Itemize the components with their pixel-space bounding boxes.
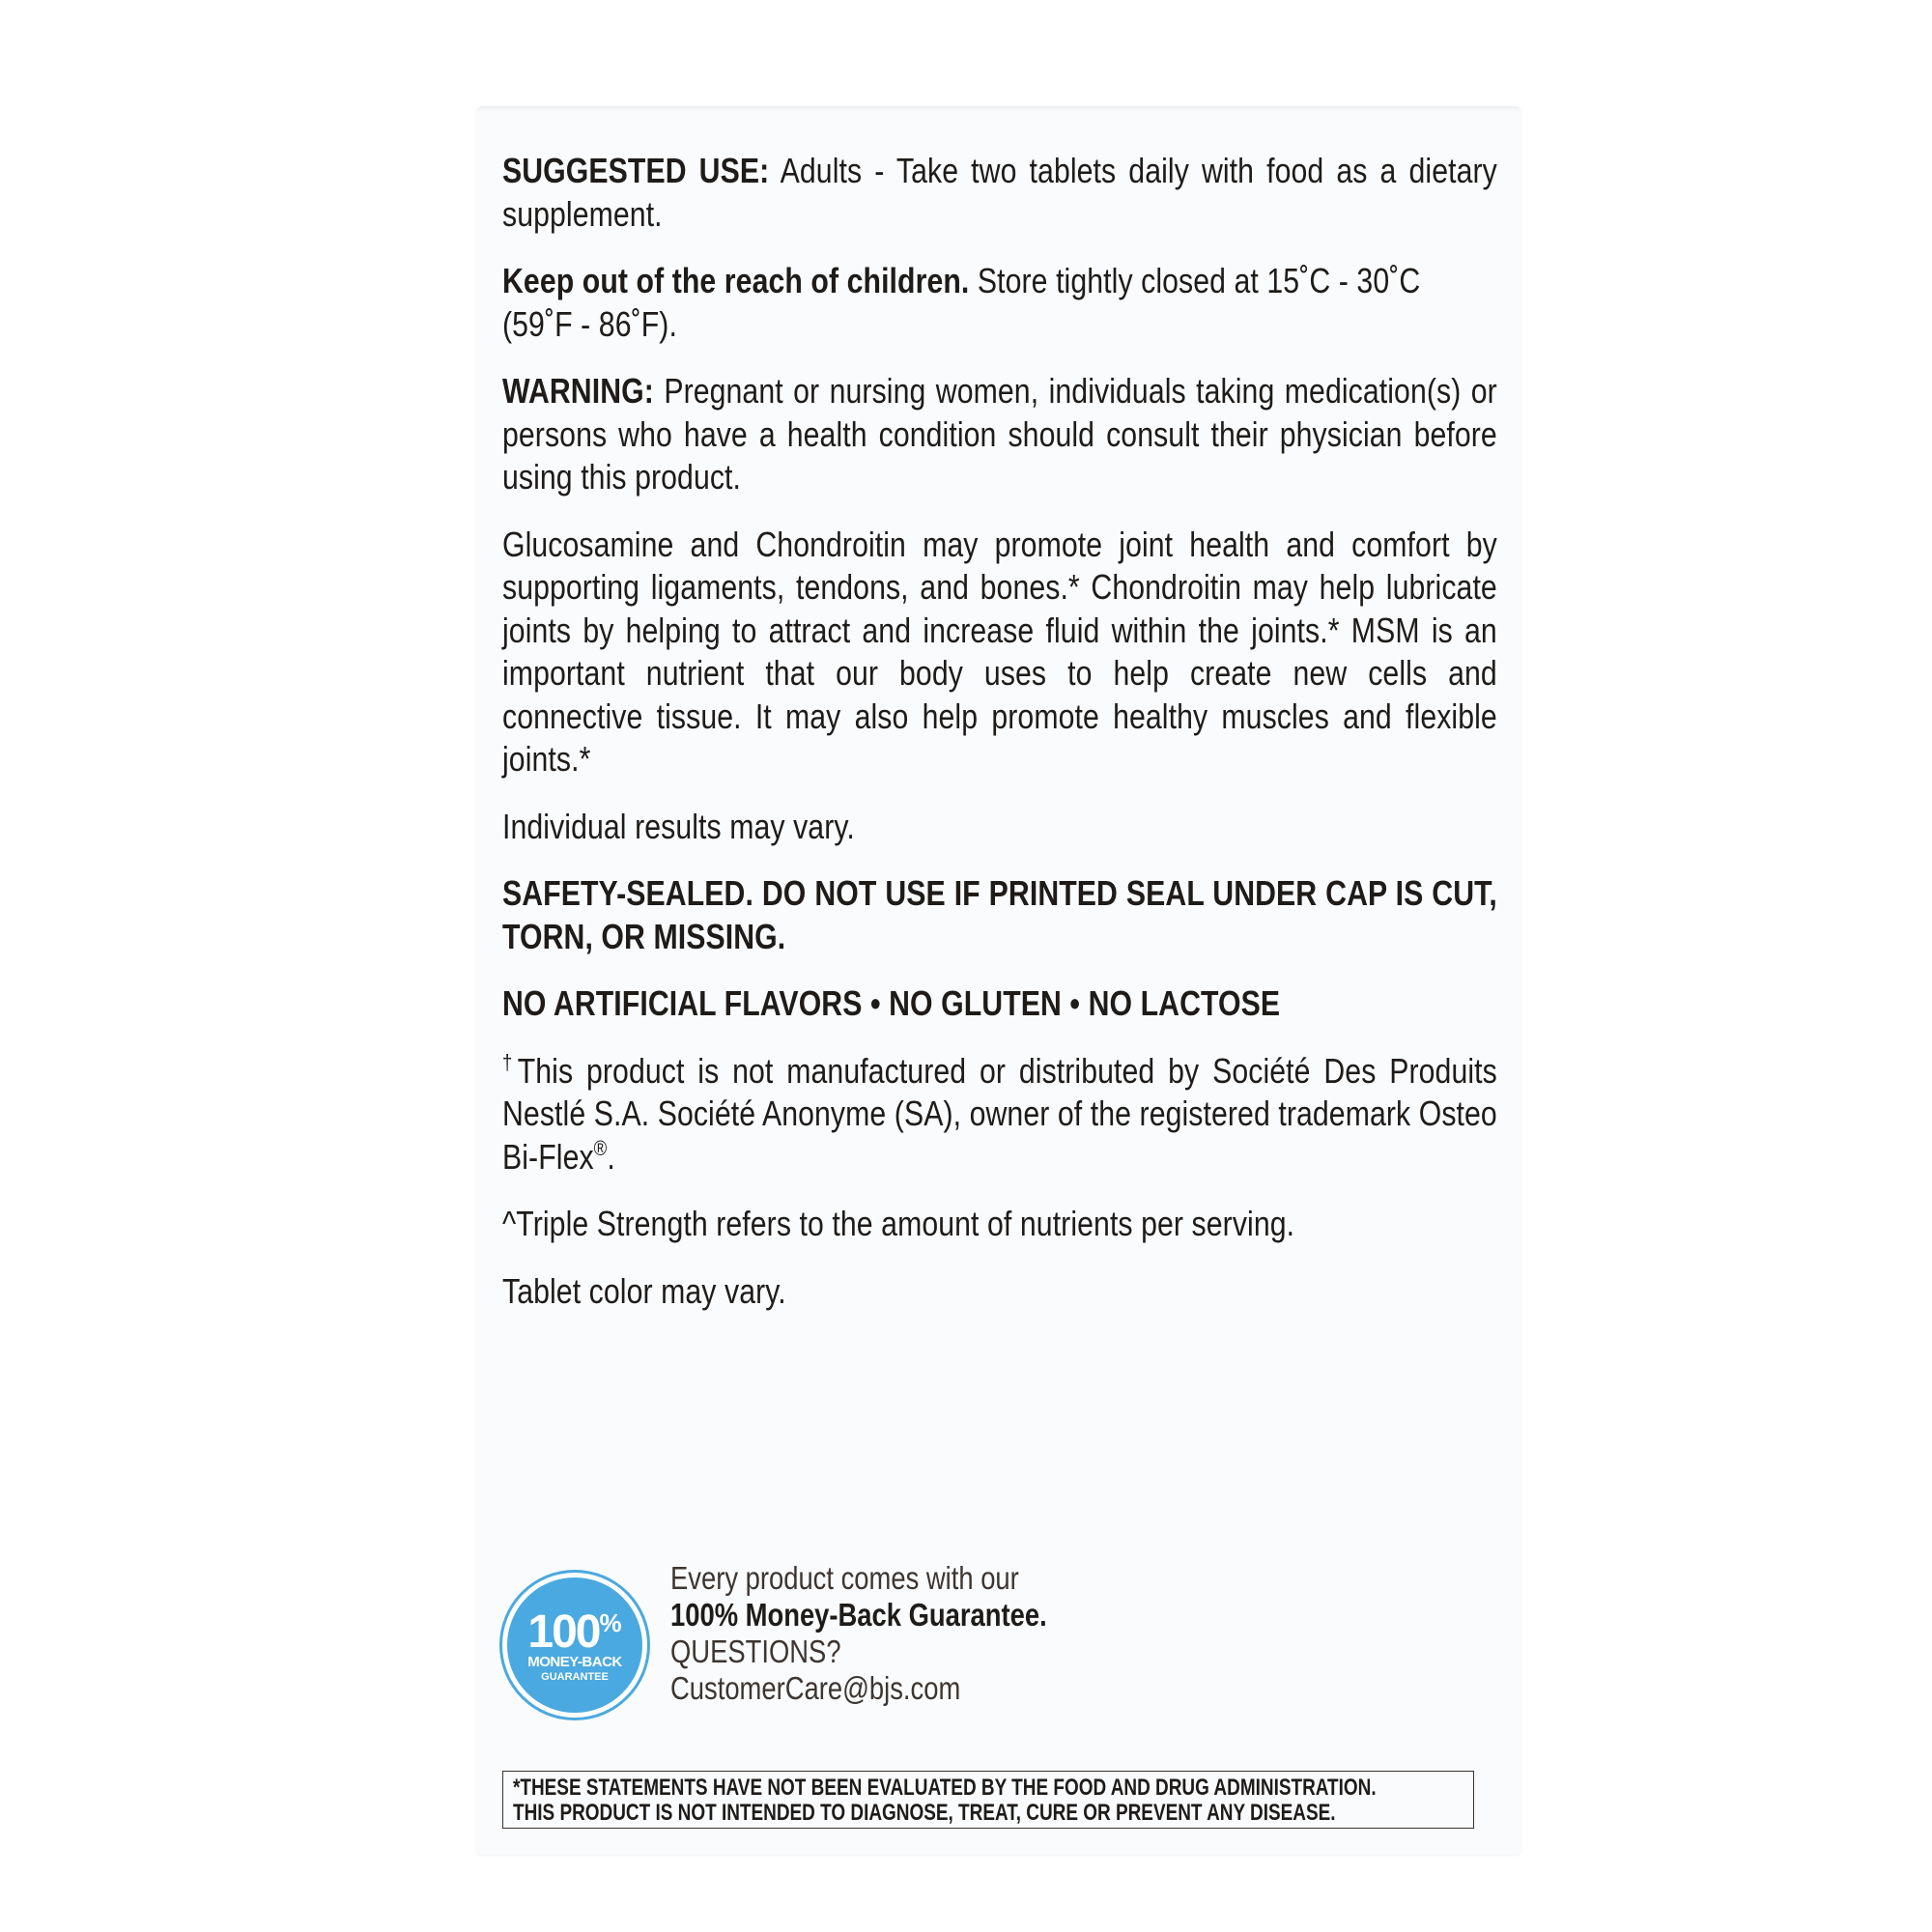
warning-text: Pregnant or nursing women, individuals taking medication(s) or persons who have a health condition should consult their physician before using this product.	[502, 371, 1497, 497]
fda-disclaimer-line-1: *THESE STATEMENTS HAVE NOT BEEN EVALUATED BY THE FOOD AND DRUG ADMINISTRATION.	[513, 1775, 1377, 1801]
fda-disclaimer-box	[502, 1771, 1474, 1829]
badge-line-money-back: MONEY-BACK	[527, 1654, 622, 1670]
tablet-color-paragraph: Tablet color may vary.	[502, 1270, 786, 1311]
fda-disclaimer-text	[513, 1776, 1467, 1826]
badge-percent	[507, 1600, 642, 1656]
trademark-text: This product is not manufactured or distributed by Société Des Produits Nestlé S.A. Société Anonyme (SA), owner of the registered trademark Osteo Bi-Flex	[502, 1050, 1497, 1177]
trademark-end: .	[607, 1136, 615, 1177]
panel-top-shade	[476, 106, 1521, 112]
triple-strength-paragraph: ^Triple Strength refers to the amount of nutrients per serving.	[502, 1204, 1295, 1243]
badge-line-guarantee: GUARANTEE	[541, 1671, 609, 1683]
money-back-badge-icon	[502, 1573, 647, 1718]
storage-text: Store tightly closed at 15˚C - 30˚C (59˚F - 86˚F).	[502, 261, 1421, 344]
label-content	[502, 150, 1497, 1337]
customer-care-email: CustomerCare@bjs.com	[670, 1670, 961, 1706]
warning-label: WARNING:	[502, 371, 654, 411]
storage-paragraph	[502, 260, 1497, 346]
warning-paragraph	[502, 370, 1497, 499]
badge-percent-sign: %	[599, 1608, 622, 1637]
guarantee-line-1: Every product comes with our	[670, 1560, 1019, 1596]
safety-seal-paragraph: SAFETY-SEALED. DO NOT USE IF PRINTED SEAL UNDER CAP IS CUT, TORN, OR MISSING.	[502, 873, 1497, 956]
trademark-paragraph	[502, 1050, 1497, 1179]
registered-mark: ®	[593, 1135, 608, 1160]
suggested-use-text: Adults - Take two tablets daily with food as a dietary supplement.	[502, 151, 1497, 234]
results-paragraph: Individual results may vary.	[502, 806, 855, 846]
dagger-mark: †	[502, 1049, 518, 1074]
suggested-use-paragraph	[502, 150, 1497, 236]
label-panel	[476, 106, 1521, 1855]
storage-label: Keep out of the reach of children.	[502, 261, 970, 300]
questions-line: QUESTIONS?	[670, 1634, 841, 1669]
guarantee-section	[502, 1560, 1179, 1715]
free-from-paragraph: NO ARTIFICIAL FLAVORS • NO GLUTEN • NO LACTOSE	[502, 983, 1281, 1023]
guarantee-text-block	[670, 1560, 1088, 1707]
badge-percent-number: 100	[527, 1606, 600, 1658]
fda-disclaimer-line-2: THIS PRODUCT IS NOT INTENDED TO DIAGNOSE, TREAT, CURE OR PREVENT ANY DISEASE.	[513, 1800, 1336, 1826]
suggested-use-label: SUGGESTED USE:	[502, 151, 770, 190]
benefits-paragraph: Glucosamine and Chondroitin may promote joint health and comfort by supporting ligaments, tendons, and bones.* Chondroitin may help lubricate joints by helping to attract and increase fluid within the joints.* MSM is an important nutrient that our body uses to help create new cells and connective tissue. It may also help promote healthy muscles and flexible joints.*	[502, 524, 1497, 779]
guarantee-line-2: 100% Money-Back Guarantee.	[670, 1597, 1047, 1633]
